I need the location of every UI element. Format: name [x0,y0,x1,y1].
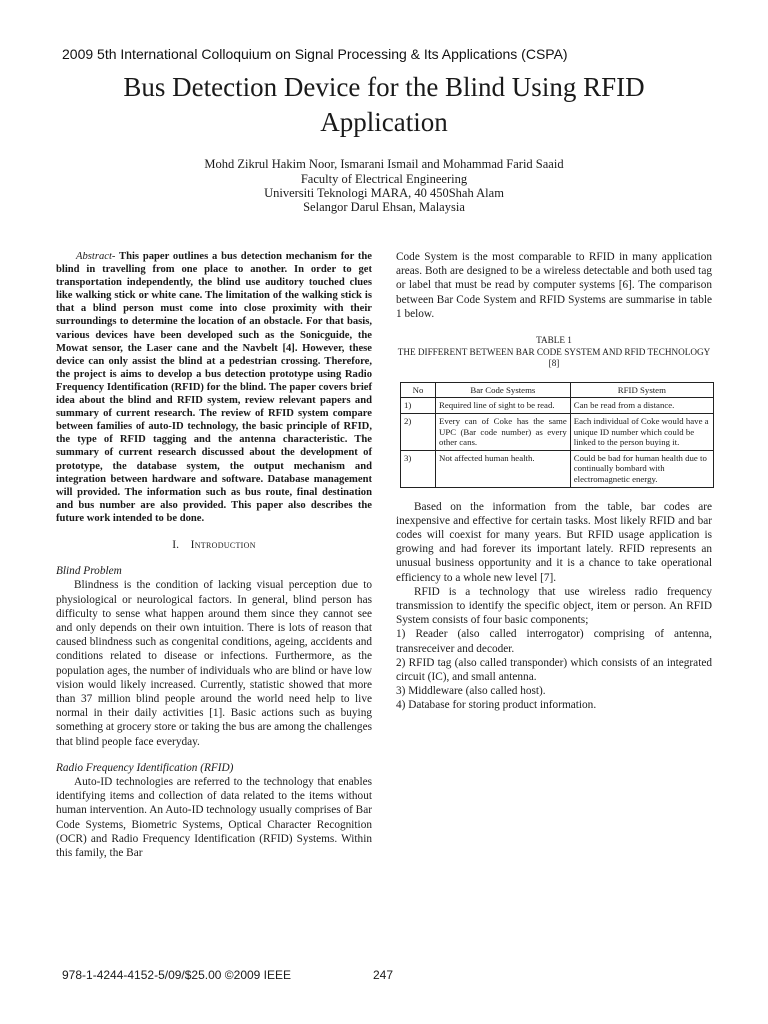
list-item: 2) RFID tag (also called transponder) which consists of an integrated circuit (IC), and small antenna. [396,656,712,683]
paragraph-table-discussion: Based on the information from the table, bar codes are inexpensive and effective for certain tasks. Most likely RFID and bar codes will coexist for many years. But RFID usage application is growing and had forever its important lately. RFID represents an unusual business opportunity and it is a chance to take operational efficiency to a whole new level [7]. [396,500,712,584]
author-faculty: Faculty of Electrical Engineering [300,172,468,186]
section-number: I. [172,537,179,551]
title-line-2: Application [320,107,448,137]
table-header-no: No [401,382,436,398]
paragraph-barcode-continued: Code System is the most comparable to RFID in many application areas. Both are designed to be a wireless detectable and both used tag or label that must be read by computer systems [6]. The comparison between Bar Code System and RFID Systems are summarise in table 1 below. [396,251,712,320]
section-title: Introduction [190,537,256,551]
list-item: 3) Middleware (also called host). [396,685,546,698]
left-column [56,250,372,860]
table-cell: Every can of Coke has the same UPC (Bar code number) as every other cans. [436,413,571,450]
abstract-text: This paper outlines a bus detection mechanism for the blind in travelling from one place to another. In order to get transportation independently, the blind use auditory touched clues like walking stick or white cane. The limitation of the walking stick is that a blind person must come into close proximity with their surroundings to determine the location of an obstacle. For that basis, various devices have been developed such as the Sonicguide, the Mowat sensor, the Laser cane and the Navbelt [4]. However, these device can only assist the blind at a pedestrian crossing. Therefore, the project is aims to develop a bus detection prototype using Radio Frequency Identification (RFID) for the blind. The paper covers brief idea about the blind and RFID system, review relevant papers and summary of current research. The review of RFID system compare between families of auto-ID technology, the basic principle of RFID, the type of RFID tagging and the antenna characteristic. The summary of current research discussed about the development of prototype, the database system, the output mechanism and integration between hardware and software. Database management will provided. The information such as bus route, final destination and bus number are also provided. This paper also describes the future work intended to be done. [56,251,372,524]
comparison-table [400,382,714,488]
table-cell: Could be bad for human health due to continually bombard with electromagnetic energy. [570,450,713,487]
footer-isbn: 978-1-4244-4152-5/09/$25.00 ©2009 IEEE [62,968,292,982]
table-cell: 3) [401,450,436,487]
table-caption [396,335,712,370]
paper-title [40,70,728,140]
right-column [396,250,712,713]
list-item: 1) Reader (also called interrogator) comprising of antenna, transreceiver and decoder. [396,628,712,655]
abstract [56,250,372,525]
table-cell: Required line of sight to be read. [436,398,571,414]
table-title: THE DIFFERENT BETWEEN BAR CODE SYSTEM AND RFID TECHNOLOGY [8] [397,346,711,369]
abstract-label: Abstract- [76,251,116,262]
table-cell: 2) [401,413,436,450]
table-header-barcode: Bar Code Systems [436,382,571,398]
table-cell: Each individual of Coke would have a unique ID number which could be linked to the person buying it. [570,413,713,450]
table-row [401,413,714,450]
conference-header: 2009 5th International Colloquium on Signal Processing & Its Applications (CSPA) [62,46,568,62]
title-line-1: Bus Detection Device for the Blind Using RFID [123,72,645,102]
table-label: TABLE 1 [536,335,572,346]
table-cell: Not affected human health. [436,450,571,487]
table-header-row [401,382,714,398]
author-university: Universiti Teknologi MARA, 40 450Shah Alam [264,186,504,200]
subheading-blind-problem: Blind Problem [56,565,122,578]
table-cell: 1) [401,398,436,414]
table-cell: Can be read from a distance. [570,398,713,414]
section-heading-introduction [56,538,372,552]
list-item: 4) Database for storing product information. [396,699,597,712]
table-row [401,398,714,414]
author-state: Selangor Darul Ehsan, Malaysia [303,200,465,214]
author-names: Mohd Zikrul Hakim Noor, Ismarani Ismail and Mohammad Farid Saaid [204,157,564,171]
paragraph-auto-id: Auto-ID technologies are referred to the technology that enables identifying items and collection of data related to the items without human intervention. An Auto-ID technology usually comprises of Bar Code Systems, Biometric Systems, Optical Character Recognition (OCR) and Radio Frequency Identification (RFID) Systems. Within this family, the Bar [56,776,372,860]
paragraph-blindness: Blindness is the condition of lacking visual perception due to physiological or neurological factors. In general, blind person has difficulty to sense what happen around them since they cannot see and only depends on their own intuition. There is lots of reason that caused blindness such as congenital conditions, ageing, accidents and conditions related to disease or infections. Furthermore, as the population ages, the number of individuals who are blind or have low vision would likely increased. Currently, statistic showed that more than 37 million blind people around the world need help to live normal in their daily activities [1]. Basic actions such as buying something at grocery store or taking the bus are among the challenges that blind people face everyday. [56,579,372,748]
table-header-rfid: RFID System [570,382,713,398]
table-row [401,450,714,487]
author-block [40,157,728,214]
paragraph-rfid-definition: RFID is a technology that use wireless radio frequency transmission to identify the specific object, item or person. An RFID System consists of four basic components; [396,585,712,627]
right-body [396,500,712,713]
page-number: 247 [373,968,394,982]
subheading-rfid: Radio Frequency Identification (RFID) [56,761,234,774]
